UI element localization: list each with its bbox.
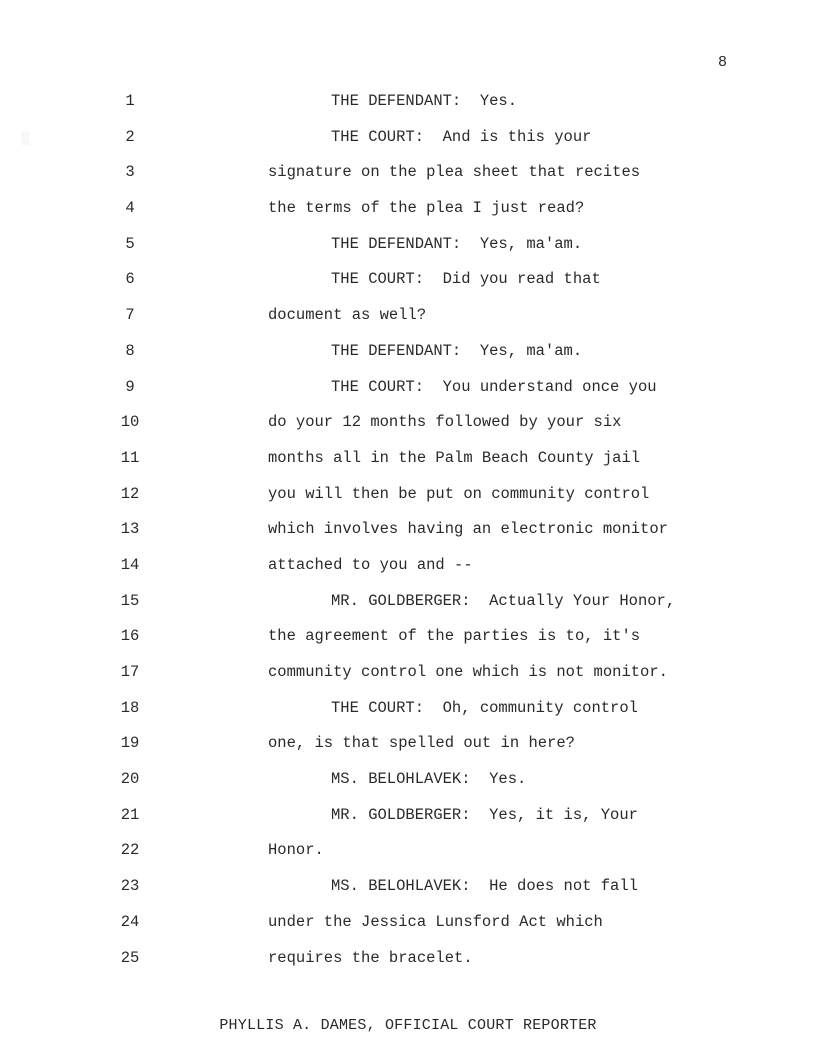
page-number: 8 [718, 54, 728, 71]
transcript-line [0, 340, 816, 376]
line-text: THE DEFENDANT: Yes. [331, 92, 518, 110]
line-text: community control one which is not monitor. [268, 663, 668, 681]
line-number: 13 [120, 520, 140, 539]
line-number: 10 [120, 413, 140, 432]
line-number: 7 [125, 306, 135, 325]
line-text: signature on the plea sheet that recites [268, 163, 641, 182]
transcript-line [0, 376, 816, 412]
line-number: 21 [120, 805, 140, 824]
line-number: 24 [120, 912, 140, 931]
transcript-line [0, 233, 816, 269]
line-number: 16 [120, 627, 140, 646]
line-text: requires the bracelet. [268, 948, 473, 967]
line-number: 9 [125, 377, 135, 396]
transcript-line [0, 161, 816, 197]
transcript-line [0, 268, 816, 304]
line-text: the terms of the plea I just read? [268, 199, 585, 218]
transcript-body [0, 90, 816, 982]
transcript-line [0, 518, 816, 554]
line-text: which involves having an electronic monitor [268, 520, 668, 539]
line-text: MR. GOLDBERGER: Actually Your Honor, [331, 591, 676, 610]
line-text: THE COURT: You understand once you [331, 377, 657, 396]
transcript-line [0, 804, 816, 840]
transcript-line [0, 590, 816, 626]
line-number: 19 [120, 734, 140, 753]
line-number: 3 [125, 163, 135, 182]
line-text: MR. GOLDBERGER: Yes, it is, Your [331, 805, 638, 824]
line-number: 23 [120, 877, 140, 896]
line-number: 8 [125, 341, 135, 360]
line-text: months all in the Palm Beach County jail [268, 448, 641, 467]
scan-speck: ░ [22, 132, 30, 146]
line-text: THE DEFENDANT: Yes, ma'am. [331, 341, 583, 360]
transcript-line [0, 911, 816, 947]
line-text: MS. BELOHLAVEK: Yes. [331, 770, 527, 789]
line-number: 4 [125, 199, 135, 218]
transcript-line [0, 625, 816, 661]
line-text: attached to you and -- [268, 555, 473, 574]
line-number: 1 [125, 92, 135, 110]
transcript-line [0, 483, 816, 519]
line-number: 15 [120, 591, 140, 610]
transcript-line [0, 661, 816, 697]
line-number: 2 [125, 127, 135, 146]
transcript-line [0, 947, 816, 983]
transcript-line [0, 875, 816, 911]
transcript-line [0, 554, 816, 590]
line-number: 6 [125, 270, 135, 289]
line-number: 11 [120, 448, 140, 467]
line-text: Honor. [268, 841, 324, 860]
transcript-line [0, 197, 816, 233]
line-text: THE COURT: Oh, community control [331, 698, 638, 717]
line-number: 17 [120, 663, 140, 681]
line-text: MS. BELOHLAVEK: He does not fall [331, 877, 638, 896]
transcript-line [0, 732, 816, 768]
line-text: THE COURT: Did you read that [331, 270, 601, 289]
transcript-line [0, 90, 816, 126]
transcript-line [0, 447, 816, 483]
line-text: one, is that spelled out in here? [268, 734, 575, 753]
line-number: 12 [120, 484, 140, 503]
line-number: 5 [125, 234, 135, 253]
line-text: the agreement of the parties is to, it's [268, 627, 641, 646]
transcript-line [0, 126, 816, 162]
line-number: 20 [120, 770, 140, 789]
line-number: 14 [120, 555, 140, 574]
line-number: 25 [120, 948, 140, 967]
line-text: document as well? [268, 306, 427, 325]
line-number: 18 [120, 698, 140, 717]
transcript-line [0, 768, 816, 804]
line-text: under the Jessica Lunsford Act which [268, 912, 603, 931]
transcript-line [0, 304, 816, 340]
transcript-line [0, 697, 816, 733]
transcript-line [0, 411, 816, 447]
line-text: THE COURT: And is this your [331, 127, 592, 146]
line-number: 22 [120, 841, 140, 860]
line-text: THE DEFENDANT: Yes, ma'am. [331, 234, 583, 253]
line-text: you will then be put on community control [268, 484, 650, 503]
transcript-line [0, 839, 816, 875]
line-text: do your 12 months followed by your six [268, 413, 622, 432]
court-reporter-footer: PHYLLIS A. DAMES, OFFICIAL COURT REPORTER [219, 1017, 597, 1034]
